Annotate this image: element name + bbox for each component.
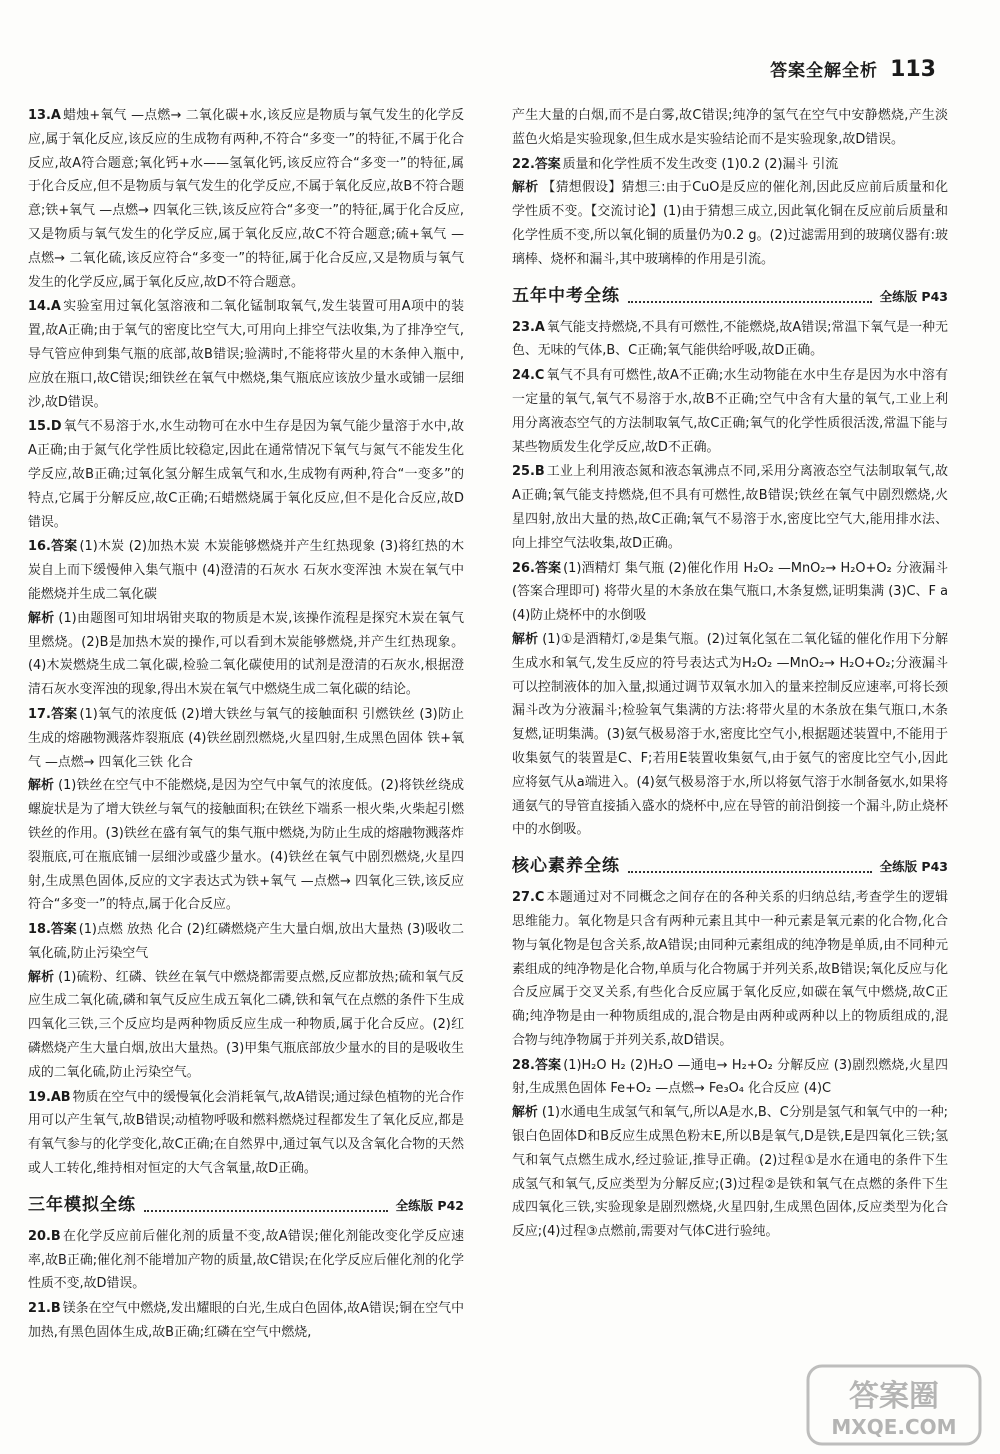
explanation: [512, 176, 948, 271]
answer-entry: [512, 316, 948, 364]
section-divider: [628, 301, 872, 303]
answer-text: 氧气不具有可燃性,故A不正确;水生动物能在水中生存是因为水中溶有一定量的氧气,氧气不易溶于水,故B不正确;空气中含有大量的氧气,工业上利用分离液态空气的方法制取氧气,故C正确;氧气的化学性质很活泼,常温下能与某些物质发生化学反应,故D不正确。: [512, 368, 948, 455]
page-header: [770, 56, 936, 82]
question-number: 27.C: [512, 890, 545, 906]
question-number: 17.答案: [28, 706, 78, 722]
answer-entry: [512, 364, 948, 459]
question-number: 14.A: [28, 299, 61, 315]
answer-text: 氧气不易溶于水,水生动物可在水中生存是因为氧气能少量溶于水中,故A正确;由于氮气化学性质比较稳定,因此在通常情况下氧气与氮气不能发生化学反应,故B正确;过氧化氢分解生成氧气和水,生成物有两种,符合“一变多”的特点,它属于分解反应,故C正确;石蜡燃烧属于氧化反应,但不是化合反应,故D错误。: [28, 419, 464, 530]
answer-entry: [28, 1297, 464, 1345]
section-tag: 全练版 P42: [395, 1197, 464, 1213]
explanation-label: 解析: [28, 610, 55, 626]
explanation: [28, 607, 464, 702]
answer-entry: [28, 918, 464, 1085]
watermark-text: 答案圈: [849, 1379, 939, 1414]
explanation: [28, 774, 464, 917]
answer-entry: [28, 295, 464, 414]
explanation: [512, 1101, 948, 1244]
answer-text: (1)木炭 (2)加热木炭 木炭能够燃烧并产生红热现象 (3)将红热的木炭自上而下缓慢伸入集气瓶中 (4)澄清的石灰水 石灰水变浑浊 木炭在氧气中能燃烧并生成二氧化碳: [28, 539, 464, 602]
answer-entry: [28, 703, 464, 917]
section-title: 五年中考全练: [512, 285, 620, 306]
section-header-five-year: [512, 284, 948, 310]
section-header-core-literacy: [512, 854, 948, 880]
answer-entry: [512, 104, 948, 152]
answer-entry: [512, 557, 948, 843]
explanation-label: 解析: [512, 1105, 538, 1121]
answer-entry: [512, 460, 948, 555]
section-divider: [144, 1210, 388, 1212]
answer-entry: [28, 1225, 464, 1296]
answer-text: (1)点燃 放热 化合 (2)红磷燃烧产生大量白烟,放出大量热 (3)吸收二氧化硫,防止污染空气: [28, 922, 464, 961]
explanation-text: 【猜想假设】猜想三:由于CuO是反应的催化剂,因此反应前后质量和化学性质不变。【交流讨论】(1)由于猜想三成立,因此氧化铜在反应前后质量和化学性质不变,所以氧化铜的质量仍为0.2 g。(2)过滤需用到的玻璃仪器有:玻璃棒、烧杯和漏斗,其中玻璃棒的作用是引流。: [512, 180, 949, 267]
explanation-label: 解析: [28, 969, 55, 985]
answer-text: 质量和化学性质不发生改变 (1)0.2 (2)漏斗 引流: [562, 156, 839, 172]
section-title: 核心素养全练: [512, 856, 620, 877]
answer-entry: [28, 104, 464, 294]
explanation: [512, 628, 948, 842]
answer-text: 本题通过对不同概念之间存在的各种关系的归纳总结,考查学生的逻辑思维能力。氧化物是只含有两种元素且其中一种元素是氧元素的化合物,化合物与氧化物是包含关系,故A错误;由同种元素组成的纯净物是单质,由不同种元素组成的纯净物是化合物,单质与化合物属于并列关系,故B错误;氧化反应与化合反应属于交叉关系,有些化合反应属于氧化反应,如碳在氧气中燃烧,故C正确;纯净物是由一种物质组成的,混合物是由两种或两种以上的物质组成的,混合物与纯净物属于并列关系,故D错误。: [512, 890, 948, 1048]
explanation-text: (1)水通电生成氢气和氧气,所以A是水,B、C分别是氢气和氧气中的一种;银白色固体D和B反应生成黑色粉末E,所以B是氧气,D是铁,E是四氧化三铁;氢气和氧气点燃生成水,经过验证,推导正确。(2)过程①是水在通电的条件下生成氢气和氧气,反应类型为分解反应;(3)过程②是铁和氧气在点燃的条件下生成四氧化三铁,实验现象是剧烈燃烧,火星四射,生成黑色固体,反应类型为化合反应;(4)过程③点燃前,需要对气体C进行验纯。: [512, 1105, 948, 1240]
question-number: 13.A: [28, 108, 61, 123]
answer-text: (1)H₂O H₂ (2)H₂O —通电→ H₂+O₂ 分解反应 (3)剧烈燃烧,火星四射,生成黑色固体 Fe+O₂ —点燃→ Fe₃O₄ 化合反应 (4)C: [512, 1057, 948, 1097]
answer-text: 蜡烛+氧气 —点燃→ 二氧化碳+水,该反应是物质与氧气发生的化学反应,属于氧化反应,该反应的生成物有两种,不符合“多变一”的特征,不属于化合反应,故A符合题意;氧化钙+水——氢氧化钙,该反应符合“多变一”的特征,属于化合反应,但不是物质与氧气发生的化学反应,不属于氧化反应,故B不符合题意;铁+氧气 —点燃→ 四氧化三铁,该反应符合“多变一”的特征,属于化合反应,又是物质与氧气发生的化学反应,属于氧化反应,故C不符合题意;硫+氧气 —点燃→ 二氧化硫,该反应符合“多变一”的特征,属于化合反应,又是物质与氧气发生的化学反应,属于氧化反应,故D不符合题意。: [28, 108, 464, 290]
answer-entry: [512, 1054, 948, 1244]
answer-text: 镁条在空气中燃烧,发出耀眼的白光,生成白色固体,故A错误;铜在空气中加热,有黑色固体生成,故B正确;红磷在空气中燃烧,: [28, 1301, 464, 1341]
answer-text: 物质在空气中的缓慢氧化会消耗氧气,故A错误;通过绿色植物的光合作用可以产生氧气,故B错误;动植物呼吸和燃料燃烧过程都发生了氧化反应,都是有氧气参与的化学变化,故C正确;在自然界中,通过氧气以及含氧化合物的天然或人工转化,维持相对恒定的大气含氧量,故D正确。: [28, 1089, 464, 1177]
header-label: 答案全解全析: [770, 61, 879, 81]
explanation-text: (1)由题图可知坩埚钳夹取的物质是木炭,该操作流程是探究木炭在氧气里燃烧。(2)B是加热木炭的操作,可以看到木炭能够燃烧,并产生红热现象。(4)木炭燃烧生成二氧化碳,检验二氧化碳使用的试剂是澄清的石灰水,根据澄清石灰水变浑浊的现象,得出木炭在氧气中燃烧生成二氧化碳的结论。: [28, 610, 465, 698]
answer-entry: [28, 535, 464, 702]
section-header-three-year: [28, 1193, 464, 1219]
question-number: 28.答案: [512, 1057, 562, 1073]
answer-entry: [512, 153, 948, 272]
answer-text: 氧气能支持燃烧,不具有可燃性,不能燃烧,故A错误;常温下氧气是一种无色、无味的气体,B、C正确;氧气能供给呼吸,故D正确。: [512, 319, 948, 359]
watermark-logo: [806, 1364, 982, 1446]
explanation: [28, 966, 464, 1085]
section-tag: 全练版 P43: [879, 288, 948, 304]
answer-entry: [28, 415, 464, 534]
answer-text: 工业上利用液态氮和液态氧沸点不同,采用分离液态空气法制取氧气,故A正确;氧气能支持燃烧,但不具有可燃性,故B错误;铁丝在氧气中剧烈燃烧,火星四射,放出大量的热,故C正确;氧气不易溶于水,密度比空气大,能用排水法、向上排空气法收集,故D正确。: [512, 464, 948, 551]
explanation-text: (1)硫粉、红磷、铁丝在氧气中燃烧都需要点燃,反应都放热;硫和氧气反应生成二氧化硫,磷和氧气反应生成五氧化二磷,铁和氧气在点燃的条件下生成四氧化三铁,三个反应均是两种物质反应生成一种物质,属于化合反应。(2)红磷燃烧产生大量白烟,放出大量热。(3)甲集气瓶底部放少量水的目的是吸收生成的二氧化硫,防止污染空气。: [28, 969, 465, 1080]
left-column: [28, 104, 464, 1346]
answer-text: (1)酒精灯 集气瓶 (2)催化作用 H₂O₂ —MnO₂→ H₂O+O₂ 分液漏斗(答案合理即可) 将带火星的木条放在集气瓶口,木条复燃,证明集满 (3)C、F a (4)防止烧杯中的水倒吸: [512, 560, 949, 624]
question-number: 25.B: [512, 464, 545, 480]
answer-entry: [28, 1086, 464, 1181]
explanation-label: 解析: [512, 180, 539, 196]
answer-text: (1)氧气的浓度低 (2)增大铁丝与氧气的接触面积 引燃铁丝 (3)防止生成的熔融物溅落炸裂瓶底 (4)铁丝剧烈燃烧,火星四射,生成黑色固体 铁+氧气 —点燃→ 四氧化三铁 化合: [28, 706, 464, 770]
answer-text: 实验室用过氧化氢溶液和二氧化锰制取氧气,发生装置可用A项中的装置,故A正确;由于氧气的密度比空气大,可用向上排空气法收集,为了排净空气,导气管应伸到集气瓶的底部,故B错误;验满时,不能将带火星的木条伸入瓶中,应放在瓶口,故C错误;细铁丝在氧气中燃烧,集气瓶底应该放少量水或铺一层细沙,故D错误。: [28, 299, 464, 410]
answer-entry: [512, 886, 948, 1053]
explanation-text: (1)铁丝在空气中不能燃烧,是因为空气中氧气的浓度低。(2)将铁丝绕成螺旋状是为了增大铁丝与氧气的接触面积;在铁丝下端系一根火柴,火柴起引燃铁丝的作用。(3)铁丝在盛有氧气的集气瓶中燃烧,为防止生成的熔融物溅落炸裂瓶底,可在瓶底铺一层细沙或盛少量水。(4)铁丝在氧气中剧烈燃烧,火星四射,生成黑色固体,反应的文字表达式为铁+氧气 —点燃→ 四氧化三铁,该反应符合“多变一”的特点,属于化合反应。: [28, 778, 464, 913]
question-number: 20.B: [28, 1228, 61, 1244]
question-number: 18.答案: [28, 922, 77, 938]
watermark-url: MXQE.COM: [831, 1415, 957, 1439]
explanation-label: 解析: [28, 778, 55, 794]
question-number: 23.A: [512, 319, 545, 335]
section-divider: [628, 871, 872, 873]
question-number: 21.B: [28, 1301, 61, 1317]
explanation-label: 解析: [512, 631, 539, 647]
question-number: 24.C: [512, 368, 545, 384]
answer-text: 在化学反应前后催化剂的质量不变,故A错误;催化剂能改变化学反应速率,故B正确;催化剂不能增加产物的质量,故C错误;在化学反应后催化剂的化学性质不变,故D错误。: [28, 1228, 464, 1292]
section-tag: 全练版 P43: [879, 859, 948, 875]
question-number: 22.答案: [512, 156, 561, 172]
question-number: 26.答案: [512, 560, 562, 576]
question-number: 15.D: [28, 419, 62, 435]
page-number: 113: [890, 57, 936, 82]
question-number: 19.AB: [28, 1089, 71, 1105]
question-number: 16.答案: [28, 539, 78, 555]
right-column: [512, 104, 948, 1245]
section-title: 三年模拟全练: [28, 1194, 136, 1215]
explanation-text: (1)①是酒精灯,②是集气瓶。(2)过氧化氢在二氧化锰的催化作用下分解生成水和氧气,发生反应的符号表达式为H₂O₂ —MnO₂→ H₂O+O₂;分液漏斗可以控制液体的加入量,拟通过调节双氧水加入的量来控制反应速率,可将长颈漏斗改为分液漏斗;检验氧气集满的方法:将带火星的木条放在集气瓶口,木条复燃,证明集满。(3)氨气极易溶于水,密度比空气小,根据题述装置中,不能用于收集氨气的装置是C、F;若用E装置收集氨气,由于氨气的密度比空气小,因此应将氨气从a端进入。(4)氨气极易溶于水,所以将氨气溶于水制备氨水,如果将通氨气的导管直接插入盛水的烧杯中,应在导管的前沿倒接一个漏斗,防止烧杯中的水倒吸。: [512, 631, 949, 838]
answer-text: 产生大量的白烟,而不是白雾,故C错误;纯净的氢气在空气中安静燃烧,产生淡蓝色火焰是实验现象,但生成水是实验结论而不是实验现象,故D错误。: [512, 108, 948, 147]
